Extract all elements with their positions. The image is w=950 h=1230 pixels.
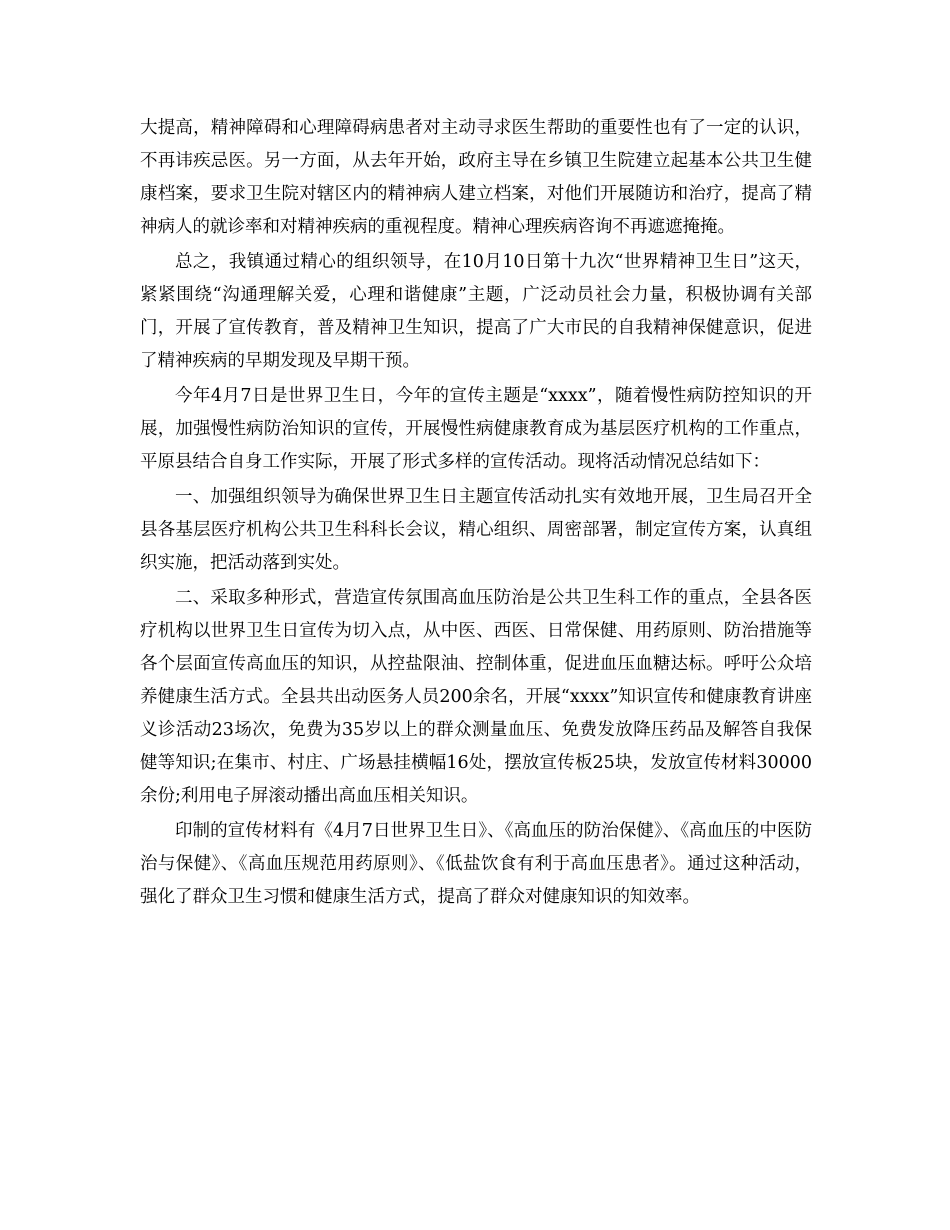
paragraph-2: 总之，我镇通过精心的组织领导，在10月10日第十九次“世界精神卫生日”这天，紧紧围绕“沟通理解关爱，心理和谐健康”主题，广泛动员社会力量，积极协调有关部门，开展了宣传教育，普及精神卫生知识，提高了广大市民的自我精神保健意识，促进了精神疾病的早期发现及早期干预。 <box>140 252 812 371</box>
paragraph-4: 一、加强组织领导为确保世界卫生日主题宣传活动扎实有效地开展，卫生局召开全县各基层医疗机构公共卫生科科长会议，精心组织、周密部署，制定宣传方案，认真组织实施，把活动落到实处。 <box>140 487 812 573</box>
paragraph-3: 今年4月7日是世界卫生日，今年的宣传主题是“xxxx”，随着慢性病防控知识的开展，加强慢性病防治知识的宣传，开展慢性病健康教育成为基层医疗机构的工作重点，平原县结合自身工作实际，开展了形式多样的宣传活动。现将活动情况总结如下： <box>140 386 812 472</box>
paragraph-5: 二、采取多种形式，营造宣传氛围高血压防治是公共卫生科工作的重点，全县各医疗机构以世界卫生日宣传为切入点，从中医、西医、日常保健、用药原则、防治措施等各个层面宣传高血压的知识，从控盐限油、控制体重，促进血压血糖达标。呼吁公众培养健康生活方式。全县共出动医务人员200余名，开展“xxxx”知识宣传和健康教育讲座义诊活动23场次，免费为35岁以上的群众测量血压、免费发放降压药品及解答自我保健等知识;在集市、村庄、广场悬挂横幅16处，摆放宣传板25块，发放宣传材料30000余份;利用电子屏滚动播出高血压相关知识。 <box>140 588 812 806</box>
paragraph-1: 大提高，精神障碍和心理障碍病患者对主动寻求医生帮助的重要性也有了一定的认识，不再讳疾忌医。另一方面，从去年开始，政府主导在乡镇卫生院建立起基本公共卫生健康档案，要求卫生院对辖区内的精神病人建立档案，对他们开展随访和治疗，提高了精神病人的就诊率和对精神疾病的重视程度。精神心理疾病咨询不再遮遮掩掩。 <box>140 118 812 237</box>
document-body <box>140 112 812 916</box>
paragraph-6: 印制的宣传材料有《4月7日世界卫生日》、《高血压的防治保健》、《高血压的中医防治与保健》、《高血压规范用药原则》、《低盐饮食有利于高血压患者》。通过这种活动，强化了群众卫生习惯和健康生活方式，提高了群众对健康知识的知效率。 <box>140 821 812 907</box>
